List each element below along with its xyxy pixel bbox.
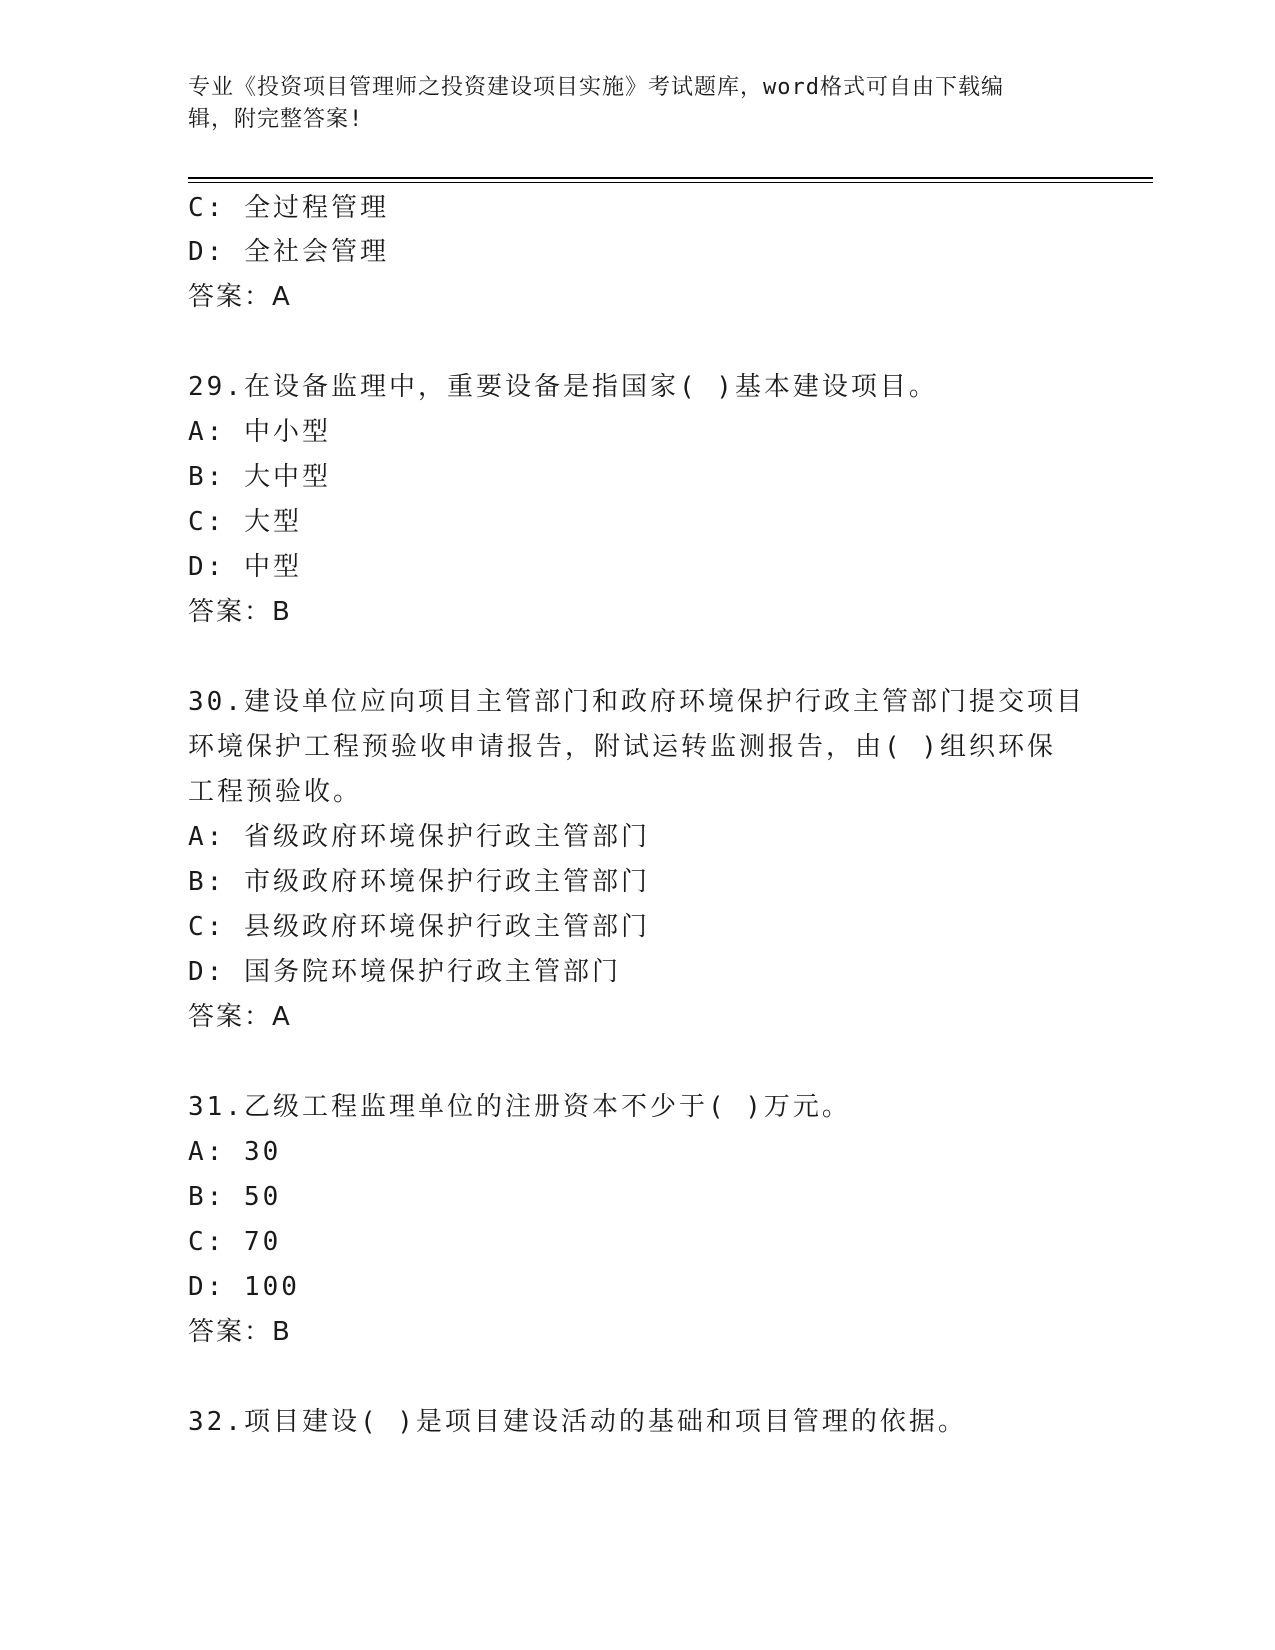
q30-question-line-1: 30.建设单位应向项目主管部门和政府环境保护行政主管部门提交项目 [188, 687, 1085, 717]
header-divider-thick [188, 177, 1153, 179]
q30-option-d: D: 国务院环境保护行政主管部门 [188, 957, 621, 987]
header-divider-thin [188, 182, 1153, 183]
q30-option-a: A: 省级政府环境保护行政主管部门 [188, 822, 650, 852]
q29-option-d: D: 中型 [188, 552, 302, 582]
q31-option-b: B: 50 [188, 1182, 282, 1212]
q30-option-c: C: 县级政府环境保护行政主管部门 [188, 912, 650, 942]
prev-answer: 答案：A [188, 282, 292, 312]
header-line-2: 辑，附完整答案! [188, 107, 364, 132]
q30-answer: 答案：A [188, 1002, 292, 1032]
q29-answer: 答案：B [188, 597, 292, 627]
q31-question: 31.乙级工程监理单位的注册资本不少于( )万元。 [188, 1092, 851, 1122]
prev-option-c: C: 全过程管理 [188, 193, 389, 223]
q31-option-c: C: 70 [188, 1227, 282, 1257]
prev-option-d: D: 全社会管理 [188, 237, 389, 267]
q29-question: 29.在设备监理中，重要设备是指国家( )基本建设项目。 [188, 372, 938, 402]
header-line-1: 专业《投资项目管理师之投资建设项目实施》考试题库，word格式可自由下载编 [188, 75, 1004, 100]
q29-option-c: C: 大型 [188, 507, 302, 537]
q29-option-a: A: 中小型 [188, 417, 331, 447]
q31-option-d: D: 100 [188, 1272, 300, 1302]
q31-answer: 答案：B [188, 1317, 292, 1347]
q29-option-b: B: 大中型 [188, 462, 331, 492]
q30-question-line-2: 环境保护工程预验收申请报告，附试运转监测报告，由( )组织环保 [188, 732, 1056, 762]
q30-question-line-3: 工程预验收。 [188, 777, 363, 807]
q32-question: 32.项目建设( )是项目建设活动的基础和项目管理的依据。 [188, 1407, 967, 1437]
q30-option-b: B: 市级政府环境保护行政主管部门 [188, 867, 650, 897]
q31-option-a: A: 30 [188, 1137, 282, 1167]
document-header [188, 72, 1068, 136]
